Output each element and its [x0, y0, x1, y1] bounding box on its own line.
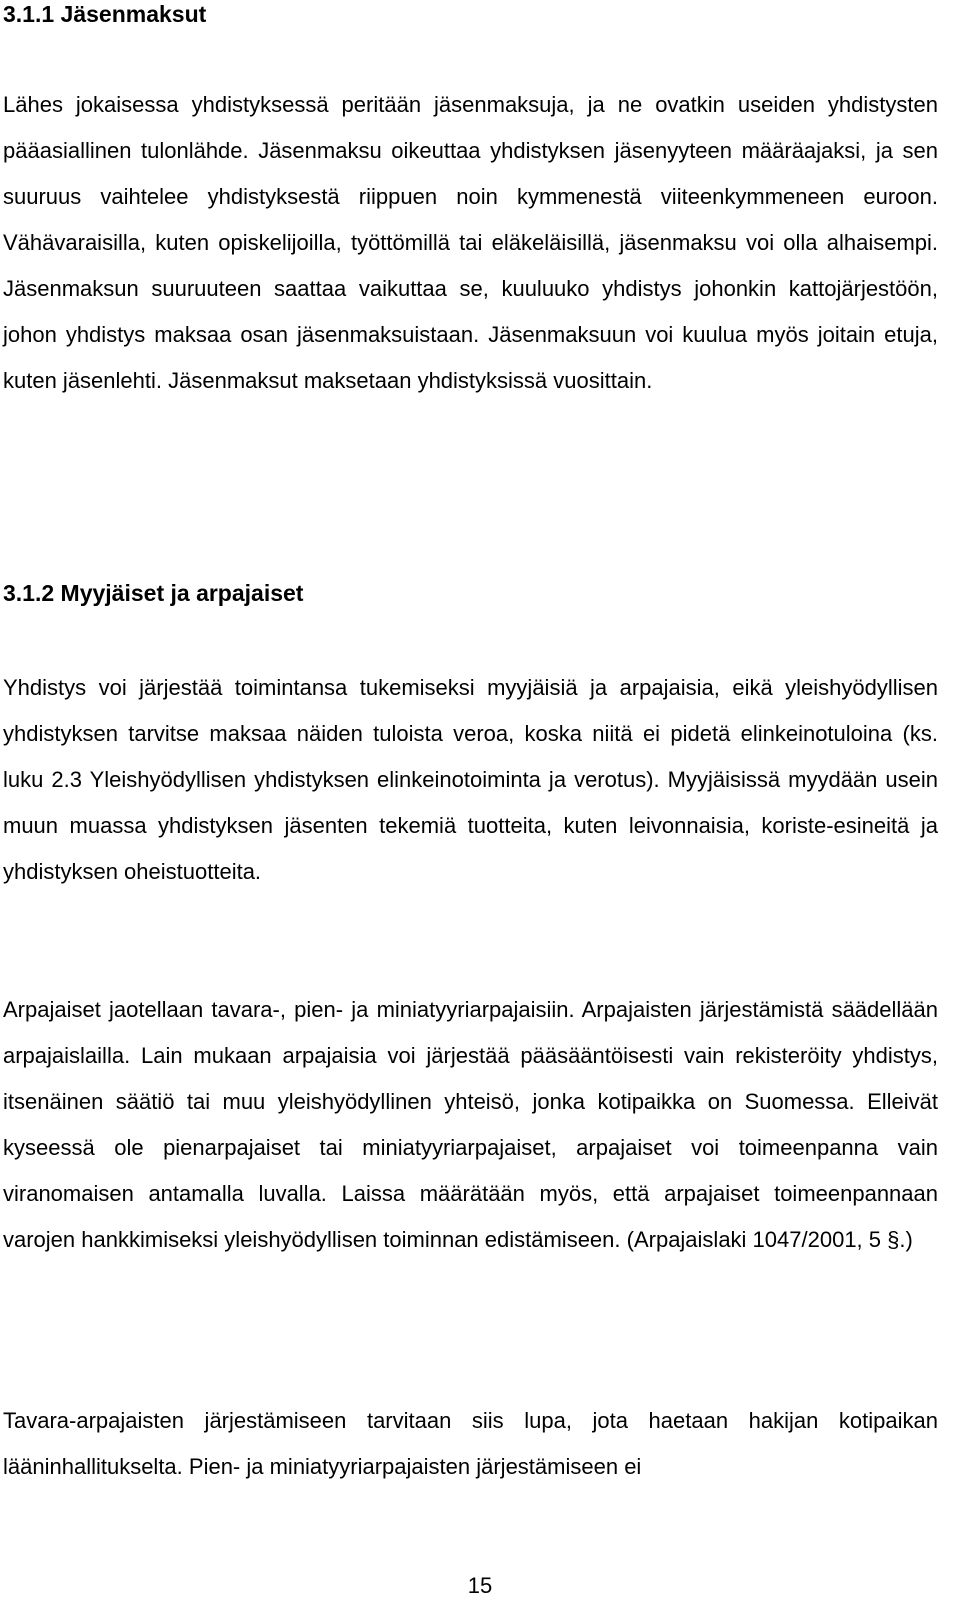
section-heading-jasenmaksut: 3.1.1 Jäsenmaksut [3, 1, 207, 27]
section-heading-myyjaiset-arpajaiset: 3.1.2 Myyjäiset ja arpajaiset [3, 580, 304, 606]
page-number: 15 [467, 1573, 493, 1598]
paragraph-jasenmaksut: Lähes jokaisessa yhdistyksessä peritään jäsenmaksuja, ja ne ovatkin useiden yhdistysten pääasiallinen tulonlähde. Jäsenmaksu oikeuttaa yhdistyksen jäsenyyteen määräajaksi, ja sen suuruus vaihtelee yhdistyksestä riippuen noin kymmenestä viiteenkymmeneen euroon. Vähävaraisilla, kuten opiskelijoilla, työttömillä tai eläkeläisillä, jäsenmaksu voi olla alhaisempi. Jäsenmaksun suuruuteen saattaa vaikuttaa se, kuuluuko yhdistys johonkin kattojärjestöön, johon yhdistys maksaa osan jäsenmaksuistaan. Jäsenmaksuun voi kuulua myös joitain etuja, kuten jäsenlehti. Jäsenmaksut maksetaan yhdistyksissä vuosittain. [3, 92, 938, 393]
paragraph-myyjaiset: Yhdistys voi järjestää toimintansa tukemiseksi myyjäisiä ja arpajaisia, eikä yleishyödyllisen yhdistyksen tarvitse maksaa näiden tuloista veroa, koska niitä ei pidetä elinkeinotuloina (ks. luku 2.3 Yleishyödyllisen yhdistyksen elinkeinotoiminta ja verotus). Myyjäisissä myydään usein muun muassa yhdistyksen jäsenten tekemiä tuotteita, kuten leivonnaisia, koriste-esineitä ja yhdistyksen oheistuotteita. [3, 675, 938, 884]
paragraph-tavara-arpajaiset: Tavara-arpajaisten järjestämiseen tarvitaan siis lupa, jota haetaan hakijan kotipaikan lääninhallitukselta. Pien- ja miniatyyriarpajaisten järjestämiseen ei [3, 1408, 938, 1479]
paragraph-arpajaiset: Arpajaiset jaotellaan tavara-, pien- ja miniatyyriarpajaisiin. Arpajaisten järjestämistä säädellään arpajaislailla. Lain mukaan arpajaisia voi järjestää pääsääntöisesti vain rekisteröity yhdistys, itsenäinen säätiö tai muu yleishyödyllinen yhteisö, jonka kotipaikka on Suomessa. Elleivät kyseessä ole pienarpajaiset tai miniatyyriarpajaiset, arpajaiset voi toimeenpanna vain viranomaisen antamalla luvalla. Laissa määrätään myös, että arpajaiset toimeenpannaan varojen hankkimiseksi yleishyödyllisen toiminnan edistämiseen. (Arpajaislaki 1047/2001, 5 §.) [3, 997, 938, 1252]
